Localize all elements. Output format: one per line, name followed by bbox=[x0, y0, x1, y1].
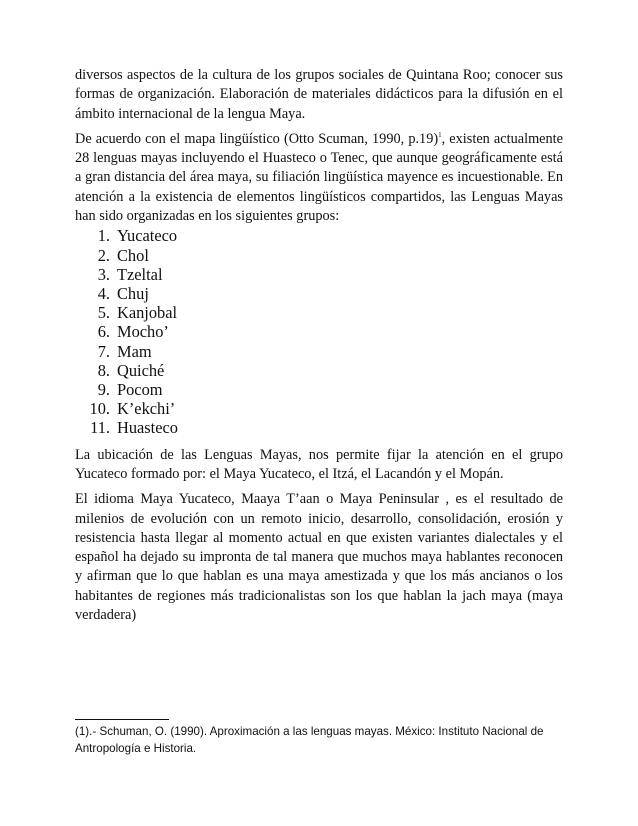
paragraph-linguistic-map bbox=[75, 130, 563, 226]
list-item bbox=[75, 284, 563, 303]
paragraph-linguistic-map-rest: , existen actualmente 28 lenguas mayas incluyendo el Huasteco o Tenec, que aunque geográficamente está a gran distancia del área maya, su filiación lingüística mayence es incuestionable. En atención a la existencia de elementos lingüísticos compartidos, las Lenguas Mayas han sido organizadas en los siguientes grupos: bbox=[75, 130, 563, 225]
list-item bbox=[75, 418, 563, 437]
list-item bbox=[75, 303, 563, 322]
list-item-label: Kanjobal bbox=[117, 303, 178, 323]
list-item-number: 1. bbox=[97, 226, 110, 246]
list-item-label: Chuj bbox=[117, 283, 149, 303]
list-item-label: Pocom bbox=[117, 380, 163, 399]
list-item-label: Huasteco bbox=[117, 418, 178, 438]
list-item bbox=[75, 246, 563, 265]
list-item-number: 9. bbox=[97, 380, 110, 399]
list-item-number: 2. bbox=[97, 245, 110, 265]
footnote-reference-mark: 1 bbox=[438, 130, 442, 139]
list-item-label: Tzeltal bbox=[117, 264, 163, 284]
list-item bbox=[75, 265, 563, 284]
paragraph-maya-yucateco: El idioma Maya Yucateco, Maaya T’aan o Maya Peninsular , es el resultado de milenios de evolución con un remoto inicio, desarrollo, consolidación, erosión y resistencia hasta llegar al momento actual en que existen variantes dialectales y el español ha dejado su impronta de tal manera que muchos maya hablantes reconocen y afirman que lo que hablan es una maya amestizada y que los más ancianos o los habitantes de regiones más tradicionalistas son los que hablan la jach maya (maya verdadera) bbox=[75, 491, 563, 623]
list-item-label: Chol bbox=[117, 245, 149, 265]
list-item-label: Mam bbox=[117, 341, 152, 361]
list-item bbox=[75, 226, 563, 245]
list-item-number: 6. bbox=[97, 322, 110, 342]
list-item-number: 8. bbox=[97, 360, 110, 380]
footnote: (1).- Schuman, O. (1990). Aproximación a las lenguas mayas. México: Instituto Nacional de Antropología e Historia. bbox=[75, 725, 544, 756]
list-item-label: K’ekchi’ bbox=[117, 399, 176, 419]
list-item-number: 5. bbox=[97, 303, 110, 323]
list-item bbox=[75, 361, 563, 380]
list-item-number: 7. bbox=[97, 341, 110, 361]
document-page bbox=[75, 66, 563, 625]
list-item bbox=[75, 380, 563, 399]
footnote-divider bbox=[75, 719, 169, 720]
list-item bbox=[75, 399, 563, 418]
list-item-label: Mocho’ bbox=[117, 322, 169, 342]
paragraph-yucatec-group: La ubicación de las Lenguas Mayas, nos permite fijar la atención en el grupo Yucateco formado por: el Maya Yucateco, el Itzá, el Lacandón y el Mopán. bbox=[75, 446, 563, 482]
list-item-number: 4. bbox=[97, 283, 110, 303]
list-item-number: 10. bbox=[89, 399, 110, 419]
list-item-number: 3. bbox=[97, 264, 110, 284]
list-item-number: 11. bbox=[90, 418, 110, 438]
list-item bbox=[75, 342, 563, 361]
paragraph-linguistic-map-start: De acuerdo con el mapa lingüístico (Otto Scuman, 1990, p.19) bbox=[75, 130, 439, 147]
list-item-label: Yucateco bbox=[117, 226, 178, 246]
paragraph-objectives: diversos aspectos de la cultura de los grupos sociales de Quintana Roo; conocer sus formas de organización. Elaboración de materiales didácticos para la difusión en el ámbito internacional de la lengua Maya. bbox=[75, 67, 563, 122]
list-item bbox=[75, 322, 563, 341]
list-item-label: Quiché bbox=[117, 360, 165, 380]
mayan-language-groups-list bbox=[75, 226, 563, 437]
